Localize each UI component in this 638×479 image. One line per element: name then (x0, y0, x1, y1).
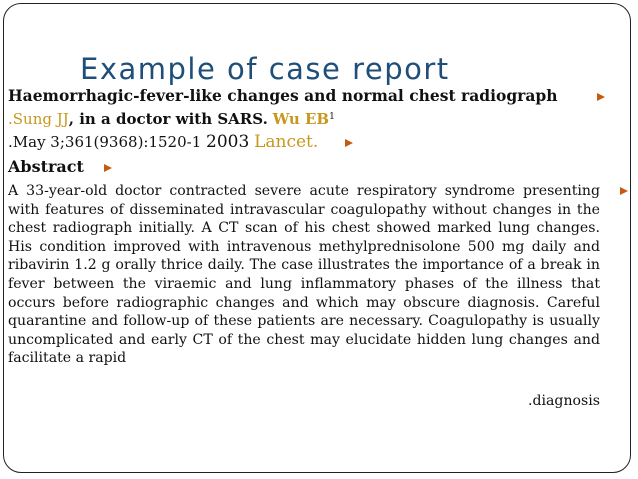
bullet-arrow-icon (104, 164, 112, 172)
abstract-end: .diagnosis (528, 393, 600, 409)
reference-subtitle: , in a doctor with SARS. (68, 110, 268, 128)
abstract-heading: Abstract (8, 157, 84, 176)
abstract-body: A 33-year-old doctor contracted severe acute respiratory syndrome presenting with features of disseminated intravascular coagulopathy without changes in the chest radiograph initially. A CT scan of his chest showed marked lung changes. His condition improved with intravenous methylprednisolone 500 mg daily and ribavirin 1.2 g orally thrice daily. The case illustrates the importance of a break in fever between the viraemic and lung inflammatory phases of the illness that occurs before radiographic changes and which may obscure diagnosis. Careful quarantine and follow-up of these patients are necessary. Coagulopathy is usually uncomplicated and early CT of the chest may elucidate hidden lung changes and facilitate a rapid (8, 183, 600, 367)
bullet-arrow-icon (597, 93, 605, 101)
reference-citation (8, 132, 318, 152)
citation-journal: Lancet. (254, 132, 319, 152)
slide-title: Example of case report (80, 52, 450, 86)
superscript-mark: 1 (329, 112, 335, 122)
citation-details: .May 3;361(9368):1520-1 (8, 133, 202, 151)
reference-title: Haemorrhagic-fever-like changes and normal chest radiograph (8, 86, 558, 105)
reference-authors (8, 109, 335, 129)
author-wu: Wu EB (272, 110, 330, 128)
bullet-arrow-icon (345, 139, 353, 147)
citation-year: 2003 (206, 132, 250, 152)
author-sung: .Sung JJ (8, 110, 69, 128)
bullet-arrow-icon (620, 187, 628, 195)
